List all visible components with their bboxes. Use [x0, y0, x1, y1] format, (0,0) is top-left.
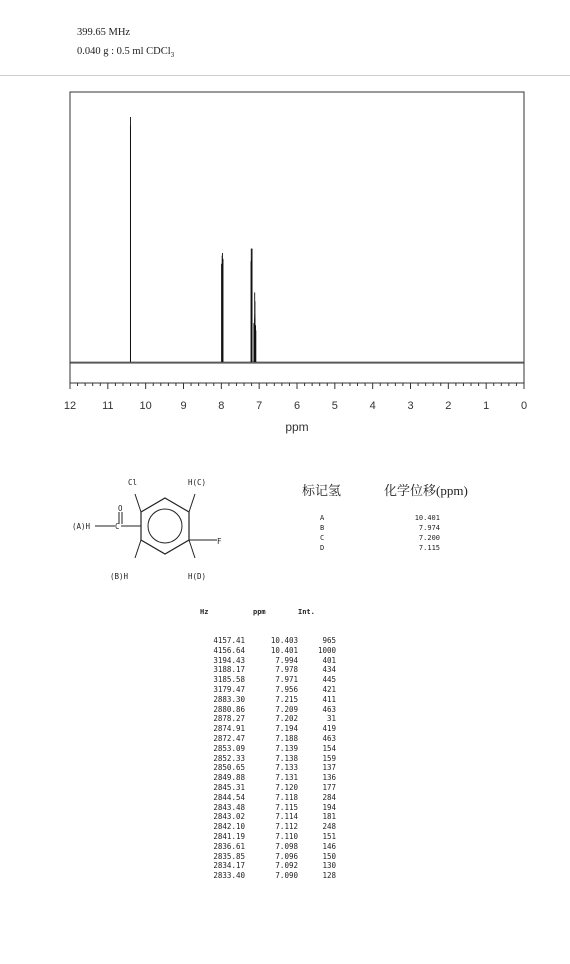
- peak-int-cell: 128: [322, 871, 336, 881]
- peak-int-cell: 130: [322, 861, 336, 871]
- peak-ppm-cell: 7.115: [275, 802, 298, 812]
- x-tick-label: 5: [331, 400, 338, 412]
- peak-int-cell: 136: [322, 773, 336, 783]
- peak-hz-cell: 2833.40: [213, 871, 245, 881]
- x-tick-label: 1: [483, 400, 490, 412]
- peak-int-cell: 154: [322, 743, 336, 753]
- peak-int-cell: 150: [322, 851, 336, 861]
- assign-shift-cell: 10.401: [414, 514, 440, 522]
- peak-ppm-cell: 7.120: [275, 783, 298, 792]
- spectrometer-frequency: 399.65 MHz: [77, 27, 131, 38]
- bond-cl: [135, 494, 141, 512]
- peak-int-cell: 965: [322, 636, 336, 645]
- peak-list-row: [170, 763, 350, 773]
- x-tick-label: 11: [102, 400, 114, 412]
- peak-hz-cell: 3179.47: [213, 685, 245, 694]
- peak-hz-cell: 3185.58: [213, 675, 245, 685]
- label-ah: (A)H: [72, 522, 91, 531]
- x-ticks-group: [70, 383, 524, 389]
- peak-list-header-hz: Hz: [200, 608, 209, 616]
- peak-ppm-cell: 7.994: [275, 655, 298, 665]
- peak-int-cell: 159: [322, 753, 336, 763]
- assign-shift-cell: 7.974: [418, 524, 440, 532]
- peak-list-row: [170, 705, 350, 715]
- peak-int-cell: 31: [326, 714, 336, 724]
- peak-int-cell: 419: [322, 724, 336, 734]
- assign-label-cell: C: [320, 534, 325, 542]
- peak-int-cell: 146: [322, 841, 336, 851]
- peak-list-header-int: Int.: [298, 608, 315, 616]
- peak-ppm-cell: 7.978: [275, 665, 298, 675]
- peak-hz-cell: 2845.31: [213, 783, 245, 792]
- peak-list-row: [170, 734, 350, 744]
- peak-hz-cell: 2843.48: [213, 802, 245, 812]
- peak-ppm-cell: 7.098: [275, 841, 298, 851]
- peak-ppm-cell: 7.971: [275, 675, 298, 685]
- peak-list-row: [170, 852, 350, 862]
- peak-hz-cell: 2841.19: [213, 832, 245, 841]
- peak-hz-cell: 2880.86: [213, 704, 245, 714]
- assign-col-label: 标记氢: [302, 483, 342, 498]
- peak-ppm-cell: 7.112: [275, 822, 298, 832]
- x-tick-label: 9: [180, 400, 187, 412]
- peak-hz-cell: 2883.30: [213, 694, 245, 704]
- bond-hb: [135, 540, 141, 558]
- peak-ppm-cell: 7.138: [275, 753, 298, 763]
- x-tick-label: 0: [520, 400, 528, 412]
- label-hc: H(C): [188, 478, 207, 487]
- peak-int-cell: 284: [322, 792, 336, 802]
- sample-subscript: 3: [170, 51, 175, 60]
- x-axis-label: ppm: [285, 420, 309, 434]
- x-tick-label: 7: [256, 400, 263, 412]
- label-o: O: [118, 504, 123, 513]
- x-tick-label: 6: [293, 400, 301, 412]
- peak-list-row: [170, 754, 350, 764]
- peak-hz-cell: 2844.54: [213, 792, 245, 802]
- x-tick-label: 10: [139, 400, 152, 412]
- x-tick-label: 3: [407, 400, 414, 412]
- peak-ppm-cell: 7.202: [275, 714, 298, 724]
- peak-list-row: [170, 646, 350, 656]
- bond-hd: [189, 540, 195, 558]
- peak-hz-cell: 2834.17: [213, 861, 245, 871]
- peak-list-row: [170, 871, 350, 881]
- peak-ppm-cell: 7.131: [275, 773, 298, 783]
- peak-ppm-cell: 7.139: [275, 743, 298, 753]
- peak-hz-cell: 2843.02: [213, 812, 245, 822]
- peak-int-cell: 177: [322, 783, 336, 792]
- peak-int-cell: 181: [322, 812, 336, 822]
- peak-list-row: [170, 803, 350, 813]
- peak-hz-cell: 3194.43: [213, 655, 245, 665]
- peak-ppm-cell: 7.215: [275, 694, 298, 704]
- nmr-spectrum-chart: [0, 0, 570, 440]
- peak-ppm-cell: 7.090: [275, 871, 298, 881]
- peak-list-row: [170, 822, 350, 832]
- peak-ppm-cell: 7.188: [275, 734, 298, 743]
- peak-hz-cell: 2874.91: [213, 724, 245, 734]
- peak-list-row: [170, 812, 350, 822]
- peak-hz-cell: 2850.65: [213, 763, 245, 773]
- sample-text: 0.040 g : 0.5 ml CDCl: [77, 46, 171, 57]
- label-hd: H(D): [188, 572, 207, 581]
- peak-int-cell: 151: [322, 832, 336, 841]
- peak-ppm-cell: 7.956: [275, 685, 298, 694]
- peak-int-cell: 401: [322, 655, 336, 665]
- label-cl: Cl: [128, 478, 138, 487]
- peak-hz-cell: 2849.88: [213, 773, 245, 783]
- peak-list-row: [170, 724, 350, 734]
- peak-hz-cell: 4157.41: [213, 636, 245, 645]
- aromatic-circle: [148, 509, 182, 543]
- peak-int-cell: 1000: [317, 645, 336, 655]
- peak-ppm-cell: 7.118: [275, 792, 298, 802]
- assign-label-cell: D: [320, 544, 325, 552]
- peak-list-row: [170, 714, 350, 724]
- peaks-group: [130, 117, 255, 362]
- peak-list-row: [170, 675, 350, 685]
- label-f: F: [217, 537, 222, 546]
- peak-ppm-cell: 10.403: [270, 636, 298, 645]
- peak-hz-cell: 2842.10: [213, 822, 245, 832]
- peak-list-row: [170, 685, 350, 695]
- peak-hz-cell: 2853.09: [213, 743, 245, 753]
- peak-int-cell: 411: [322, 694, 336, 704]
- peak-int-cell: 445: [322, 675, 336, 685]
- assign-shift-cell: 7.115: [418, 544, 440, 552]
- x-tick-label: 2: [445, 400, 452, 412]
- peak-ppm-cell: 7.209: [275, 704, 298, 714]
- peak-list-row: [170, 656, 350, 666]
- x-tick-labels-group: [64, 400, 527, 412]
- peak-int-cell: 463: [322, 704, 336, 714]
- assign-shift-cell: 7.200: [418, 534, 440, 542]
- peak-list-row: [170, 861, 350, 871]
- peak-ppm-cell: 7.096: [275, 851, 298, 861]
- plot-frame: [70, 92, 524, 363]
- peak-list-row: [170, 842, 350, 852]
- peak-int-cell: 248: [322, 822, 336, 832]
- peak-list-row: [170, 793, 350, 803]
- assign-col-shift: 化学位移(ppm): [384, 483, 468, 498]
- peak-int-cell: 463: [322, 734, 336, 743]
- peak-hz-cell: 2835.85: [213, 851, 245, 861]
- bond-hc: [189, 494, 195, 512]
- peak-int-cell: 421: [322, 685, 336, 694]
- assign-label-cell: B: [320, 524, 325, 532]
- peak-list-row: [170, 665, 350, 675]
- peak-list-row: [170, 773, 350, 783]
- peak-ppm-cell: 7.194: [275, 724, 298, 734]
- peak-list-row: [170, 783, 350, 793]
- peak-ppm-cell: 10.401: [270, 645, 298, 655]
- peak-int-cell: 434: [322, 665, 336, 675]
- assign-label-cell: A: [320, 514, 325, 522]
- peak-hz-cell: 2872.47: [213, 734, 245, 743]
- peak-list-row: [170, 695, 350, 705]
- peak-list-row: [170, 832, 350, 842]
- peak-list-row: [170, 744, 350, 754]
- label-carbonyl-c: C: [115, 522, 120, 531]
- peak-list-header-ppm: ppm: [253, 608, 266, 616]
- x-tick-label: 4: [369, 400, 376, 412]
- peak-ppm-cell: 7.133: [275, 763, 298, 773]
- peak-ppm-cell: 7.114: [275, 812, 298, 822]
- peak-hz-cell: 4156.64: [213, 645, 245, 655]
- label-bh: (B)H: [110, 572, 129, 581]
- peak-hz-cell: 2836.61: [213, 841, 245, 851]
- peak-list-row: [170, 636, 350, 646]
- peak-hz-cell: 2878.27: [213, 714, 245, 724]
- x-tick-label: 12: [63, 400, 77, 412]
- peak-ppm-cell: 7.110: [275, 832, 298, 841]
- peak-hz-cell: 3188.17: [213, 665, 245, 675]
- peak-hz-cell: 2852.33: [213, 753, 245, 763]
- peak-int-cell: 137: [322, 763, 336, 773]
- x-tick-label: 8: [218, 400, 225, 412]
- peak-int-cell: 194: [322, 802, 336, 812]
- peak-ppm-cell: 7.092: [275, 861, 298, 871]
